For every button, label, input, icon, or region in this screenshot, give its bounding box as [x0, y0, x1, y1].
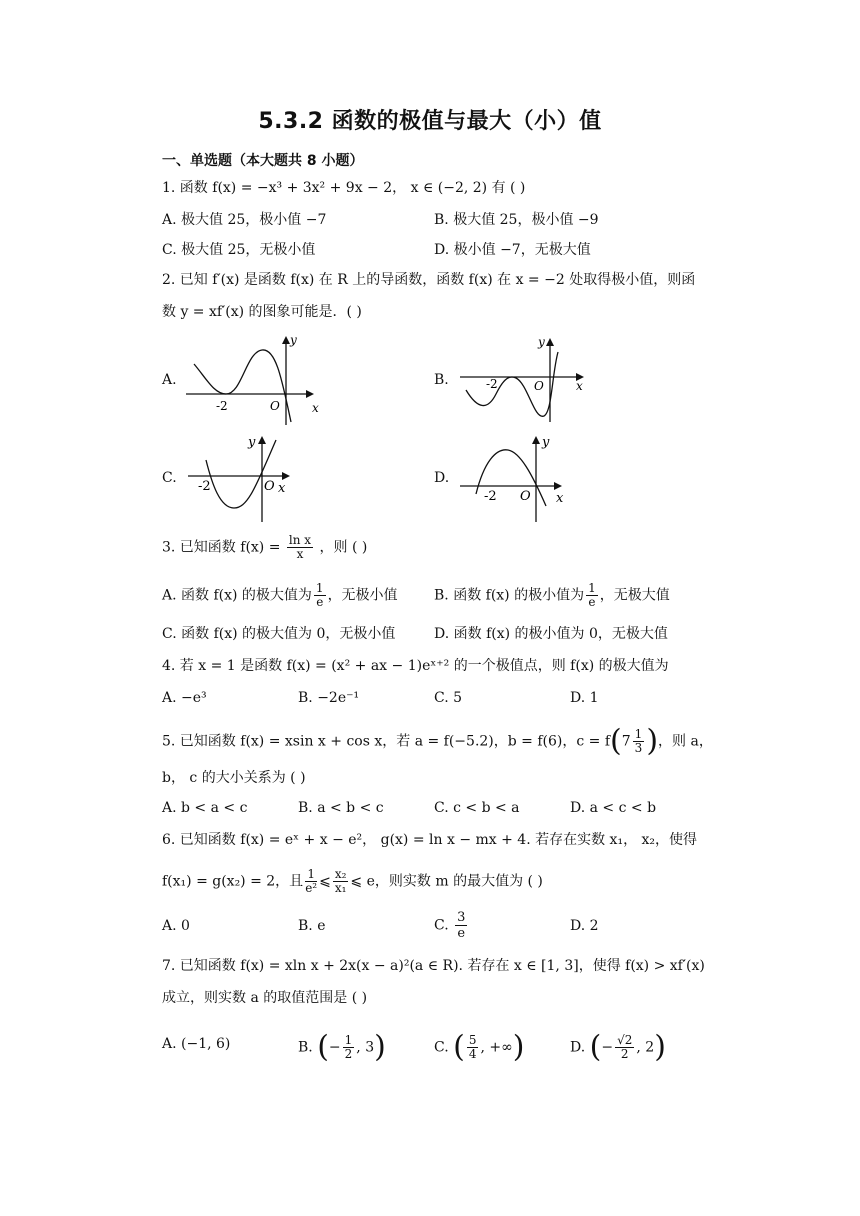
x-axis-label: x: [556, 491, 564, 506]
leq-symbol: ⩽: [319, 873, 331, 890]
fraction-numerator: 1: [315, 581, 324, 595]
tick-label: -2: [486, 377, 498, 391]
q1-stem: 1. 函数 f(x) = −x³ + 3x² + 9x − 2， x ∈ (−2, 2) 有 ( ): [162, 180, 526, 196]
q4-option-b[interactable]: B. −2e⁻¹: [298, 690, 360, 706]
fraction-numerator: 5: [468, 1033, 477, 1047]
q6-option-d[interactable]: D. 2: [570, 918, 599, 934]
minus-sign: −: [328, 1039, 341, 1056]
q2-graph-a: [184, 332, 334, 427]
q7-stem-line1: 7. 已知函数 f(x) = xln x + 2x(x − a)²(a ∈ R). 若存在 x ∈ [1, 3]，使得 f(x) > xf′(x): [162, 958, 705, 974]
q6-c-fraction: [455, 910, 467, 941]
q2-option-b-label[interactable]: B.: [434, 372, 449, 388]
q5-mixed-fraction: [633, 728, 645, 755]
section-heading: 一、单选题（本大题共 8 小题）: [162, 153, 364, 169]
paren-right: ): [512, 1029, 525, 1065]
x-axis-label: x: [312, 401, 319, 415]
q6-stem-post: ⩽ e，则实数 m 的最大值为 ( ): [350, 873, 543, 890]
q5-stem-post: ，则 a，: [658, 733, 713, 750]
q3-fraction: [287, 534, 313, 561]
q2-stem-line1: 2. 已知 f′(x) 是函数 f(x) 在 R 上的导函数，函数 f(x) 在 x = −2 处取得极小值，则函: [162, 272, 696, 288]
fraction-numerator: 1: [344, 1033, 353, 1047]
q3-stem: [162, 534, 367, 561]
q6-option-c[interactable]: [434, 910, 469, 941]
q3-stem-pre: 3. 已知函数 f(x) =: [162, 539, 281, 556]
q2-stem-line2: 数 y = xf′(x) 的图象可能是．( ): [162, 304, 362, 320]
tick-label: -2: [198, 479, 211, 494]
origin-label: O: [270, 399, 280, 413]
paren-left: (: [589, 1029, 602, 1065]
q3-a-suffix: ，无极小值: [327, 587, 398, 604]
fraction-numerator: √2: [617, 1033, 633, 1047]
q6-option-b[interactable]: B. e: [298, 918, 326, 934]
fraction-denominator: e: [457, 926, 466, 941]
paren-left: (: [453, 1029, 465, 1065]
q3-option-c[interactable]: C. 函数 f(x) 的极大值为 0，无极小值: [162, 626, 396, 642]
q3-b-fraction: [586, 582, 598, 609]
q3-option-d[interactable]: D. 函数 f(x) 的极小值为 0，无极大值: [434, 626, 668, 642]
page-title: 5.3.2 函数的极值与最大（小）值: [258, 109, 602, 134]
paren-right: ): [374, 1029, 386, 1065]
q3-option-a[interactable]: [162, 582, 398, 609]
tick-label: -2: [484, 489, 497, 504]
y-axis-label: y: [542, 435, 550, 450]
interval-end: , +∞: [480, 1039, 513, 1056]
q2-graph-c: [186, 432, 296, 524]
q5-option-d[interactable]: D. a < c < b: [570, 800, 657, 816]
fraction-numerator: 3: [457, 910, 466, 925]
fraction-numerator: ln x: [288, 533, 312, 547]
q3-b-suffix: ，无极大值: [599, 587, 670, 604]
fraction-denominator: 2: [344, 1047, 353, 1061]
q3-b-text: B. 函数 f(x) 的极小值为: [434, 587, 585, 604]
q7-c-fraction: [467, 1034, 479, 1061]
q2-option-a-label[interactable]: A.: [162, 372, 177, 388]
minus-sign: −: [601, 1039, 614, 1056]
origin-label: O: [534, 379, 544, 393]
option-label: C.: [434, 917, 449, 934]
origin-label: O: [520, 489, 531, 504]
q3-a-fraction: [314, 582, 326, 609]
fraction-denominator: x₁: [334, 881, 347, 895]
q5-option-b[interactable]: B. a < b < c: [298, 800, 384, 816]
q4-option-c[interactable]: C. 5: [434, 690, 463, 706]
q6-fraction-1: [305, 868, 317, 895]
fraction-denominator: 3: [634, 741, 643, 755]
interval-end: , 3: [356, 1039, 375, 1056]
q4-option-a[interactable]: A. −e³: [162, 690, 207, 706]
origin-label: O: [264, 479, 275, 494]
fraction-denominator: e²: [305, 881, 318, 895]
q3-option-b[interactable]: [434, 582, 670, 609]
q4-option-d[interactable]: D. 1: [570, 690, 599, 706]
q5-stem-pre: 5. 已知函数 f(x) = xsin x + cos x，若 a = f(−5.2)，b = f(6)，c = f: [162, 733, 611, 750]
q2-graph-d: [458, 432, 570, 524]
q5-option-c[interactable]: C. c < b < a: [434, 800, 520, 816]
q6-stem-line1: 6. 已知函数 f(x) = eˣ + x − e²， g(x) = ln x − mx + 4. 若存在实数 x₁， x₂，使得: [162, 832, 698, 848]
q1-option-d[interactable]: D. 极小值 −7，无极大值: [434, 242, 591, 258]
option-label: C.: [434, 1039, 449, 1056]
fraction-numerator: 1: [634, 727, 643, 741]
q6-fraction-2: [333, 868, 349, 895]
x-axis-label: x: [576, 379, 583, 393]
q6-option-a[interactable]: A. 0: [162, 918, 190, 934]
q6-stem-line2: [162, 868, 543, 895]
q7-stem-line2: 成立，则实数 a 的取值范围是 ( ): [162, 990, 368, 1006]
q1-option-b[interactable]: B. 极大值 25，极小值 −9: [434, 212, 599, 228]
q1-option-a[interactable]: A. 极大值 25，极小值 −7: [162, 212, 327, 228]
fraction-denominator: 4: [468, 1047, 477, 1061]
q6-stem-pre: f(x₁) = g(x₂) = 2，且: [162, 873, 304, 890]
fraction-numerator: 1: [588, 581, 596, 595]
mixed-number-whole: 7: [621, 733, 631, 750]
q2-graph-b: [458, 334, 590, 424]
fraction-denominator: 2: [620, 1047, 629, 1061]
q5-option-a[interactable]: A. b < a < c: [162, 800, 248, 816]
q7-b-fraction: [343, 1034, 355, 1061]
interval-end: , 2: [636, 1039, 655, 1056]
x-axis-label: x: [278, 481, 286, 496]
q7-option-b[interactable]: [298, 1029, 386, 1065]
paren-left: (: [610, 723, 622, 759]
tick-label: -2: [216, 399, 228, 413]
q1-option-c[interactable]: C. 极大值 25，无极小值: [162, 242, 316, 258]
paren-left: (: [317, 1029, 329, 1065]
q7-option-a[interactable]: A. (−1, 6): [162, 1036, 231, 1052]
q4-stem: 4. 若 x = 1 是函数 f(x) = (x² + ax − 1)eˣ⁺² 的一个极值点，则 f(x) 的极大值为: [162, 658, 669, 674]
option-label: B.: [298, 1039, 313, 1056]
q7-option-c[interactable]: [434, 1029, 525, 1065]
q3-a-text: A. 函数 f(x) 的极大值为: [162, 587, 312, 604]
fraction-denominator: x: [296, 547, 304, 561]
q2-option-c-label[interactable]: C.: [162, 470, 177, 486]
paren-right: ): [646, 723, 659, 759]
y-axis-label: y: [538, 335, 545, 349]
fraction-numerator: x₂: [334, 867, 347, 881]
q2-option-d-label[interactable]: D.: [434, 470, 450, 486]
fraction-numerator: 1: [307, 867, 315, 881]
q7-option-d[interactable]: [570, 1029, 666, 1065]
y-axis-label: y: [290, 333, 297, 347]
paren-right: ): [654, 1029, 666, 1065]
q5-stem-line1: [162, 723, 713, 759]
fraction-denominator: e: [316, 595, 324, 609]
y-axis-label: y: [248, 435, 256, 450]
fraction-denominator: e: [588, 595, 596, 609]
option-label: D.: [570, 1039, 586, 1056]
q3-stem-post: ，则 ( ): [319, 539, 368, 556]
q7-d-fraction: [615, 1034, 634, 1061]
q5-stem-line2: b， c 的大小关系为 ( ): [162, 770, 306, 786]
